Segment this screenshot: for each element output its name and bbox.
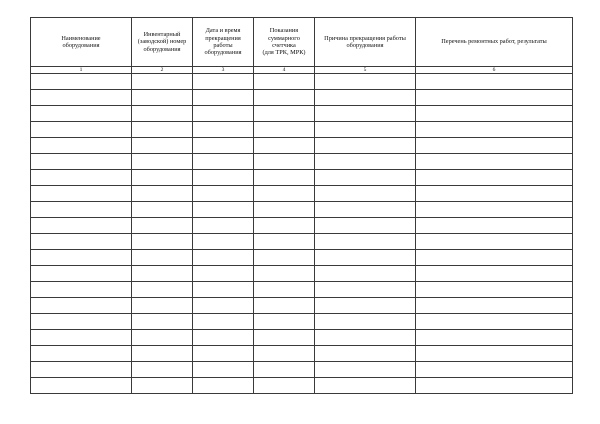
table-cell [315,202,416,218]
table-cell [416,282,573,298]
table-cell [31,170,132,186]
table-row [31,330,573,346]
table-cell [132,250,193,266]
column-number: 4 [254,67,315,74]
table-cell [254,298,315,314]
table-cell [193,266,254,282]
table-row [31,74,573,90]
table-body [31,74,573,394]
table-cell [416,218,573,234]
table-cell [416,234,573,250]
table-cell [254,154,315,170]
table-cell [416,138,573,154]
table-cell [132,202,193,218]
column-number: 1 [31,67,132,74]
table-cell [193,362,254,378]
column-header-stop-datetime: Дата и время прекращения работы оборудования [193,18,254,67]
table-row [31,90,573,106]
table-row [31,314,573,330]
table-row [31,218,573,234]
table-row [31,138,573,154]
table-cell [315,234,416,250]
table-cell [193,218,254,234]
table-cell [132,122,193,138]
table-cell [254,378,315,394]
table-cell [254,218,315,234]
table-cell [132,154,193,170]
table-cell [31,218,132,234]
table-cell [416,90,573,106]
table-row [31,250,573,266]
table-cell [315,170,416,186]
table-cell [315,266,416,282]
column-header-counter-readings: Показания суммарного счетчика (для ТРК, МРК) [254,18,315,67]
table-cell [132,282,193,298]
table-cell [132,74,193,90]
table-cell [254,122,315,138]
table-cell [254,138,315,154]
table-cell [193,314,254,330]
table-cell [31,122,132,138]
column-number: 5 [315,67,416,74]
table-cell [254,234,315,250]
table-cell [31,346,132,362]
column-header-equipment-name: Наименование оборудования [31,18,132,67]
table-cell [315,74,416,90]
table-cell [315,250,416,266]
table-cell [254,266,315,282]
column-number: 2 [132,67,193,74]
table-cell [31,202,132,218]
table-cell [193,90,254,106]
table-cell [416,250,573,266]
column-header-inventory-number: Инвентарный (заводской) номер оборудования [132,18,193,67]
table-row [31,266,573,282]
table-cell [416,122,573,138]
table-cell [315,282,416,298]
table-cell [315,186,416,202]
table-cell [31,106,132,122]
table-cell [31,250,132,266]
table-cell [132,266,193,282]
table-cell [315,90,416,106]
table-cell [132,186,193,202]
table-cell [193,250,254,266]
table-cell [193,202,254,218]
table-cell [254,186,315,202]
table-cell [31,154,132,170]
column-number-row [31,67,573,74]
table-cell [132,106,193,122]
table-cell [193,346,254,362]
table-cell [254,74,315,90]
table-row [31,234,573,250]
table-cell [416,74,573,90]
table-cell [193,282,254,298]
table-cell [193,154,254,170]
table-cell [315,314,416,330]
table-cell [193,330,254,346]
table-row [31,154,573,170]
table-cell [254,346,315,362]
table-cell [193,74,254,90]
table-cell [31,266,132,282]
table-cell [254,282,315,298]
table-row [31,378,573,394]
table-cell [193,298,254,314]
table-cell [31,186,132,202]
table-cell [132,170,193,186]
table-cell [416,330,573,346]
header-row [31,18,573,67]
table-cell [254,90,315,106]
table-cell [315,378,416,394]
table-cell [31,90,132,106]
table-cell [31,282,132,298]
table-cell [132,298,193,314]
column-number: 3 [193,67,254,74]
table-cell [254,202,315,218]
table-cell [193,186,254,202]
equipment-downtime-log-table [30,17,573,394]
table-cell [132,330,193,346]
table-row [31,202,573,218]
table-cell [254,362,315,378]
table-cell [416,170,573,186]
table-cell [416,378,573,394]
table-cell [132,138,193,154]
table-cell [132,378,193,394]
table-cell [315,298,416,314]
table-cell [132,346,193,362]
table-cell [31,314,132,330]
table-cell [315,362,416,378]
table-cell [416,298,573,314]
table-cell [193,138,254,154]
table-row [31,106,573,122]
table-row [31,298,573,314]
table-cell [315,138,416,154]
table-cell [193,106,254,122]
table-cell [31,378,132,394]
table-cell [315,330,416,346]
table-cell [31,362,132,378]
table-cell [193,170,254,186]
table-cell [193,378,254,394]
table-row [31,362,573,378]
table-cell [315,346,416,362]
table-cell [315,106,416,122]
table-cell [254,330,315,346]
table-cell [416,314,573,330]
table-cell [254,250,315,266]
table-cell [315,122,416,138]
table-cell [315,218,416,234]
table-row [31,186,573,202]
table-cell [416,154,573,170]
table-cell [31,298,132,314]
table-cell [416,346,573,362]
table-cell [254,314,315,330]
table-cell [31,234,132,250]
table-cell [132,218,193,234]
table-row [31,282,573,298]
table-cell [315,154,416,170]
table-cell [416,202,573,218]
table-cell [31,330,132,346]
table-cell [132,362,193,378]
table-row [31,170,573,186]
table-cell [254,106,315,122]
table-cell [416,362,573,378]
table-cell [132,90,193,106]
table-row [31,122,573,138]
column-header-repair-works: Перечень ремонтных работ, результаты [416,18,573,67]
table-cell [416,186,573,202]
table-cell [254,170,315,186]
table-cell [416,106,573,122]
table-cell [132,234,193,250]
column-header-stop-reason: Причина прекращения работы оборудования [315,18,416,67]
table-cell [31,138,132,154]
column-number: 6 [416,67,573,74]
table-cell [193,122,254,138]
table-row [31,346,573,362]
table-cell [31,74,132,90]
table-cell [416,266,573,282]
table-cell [132,314,193,330]
table-cell [193,234,254,250]
